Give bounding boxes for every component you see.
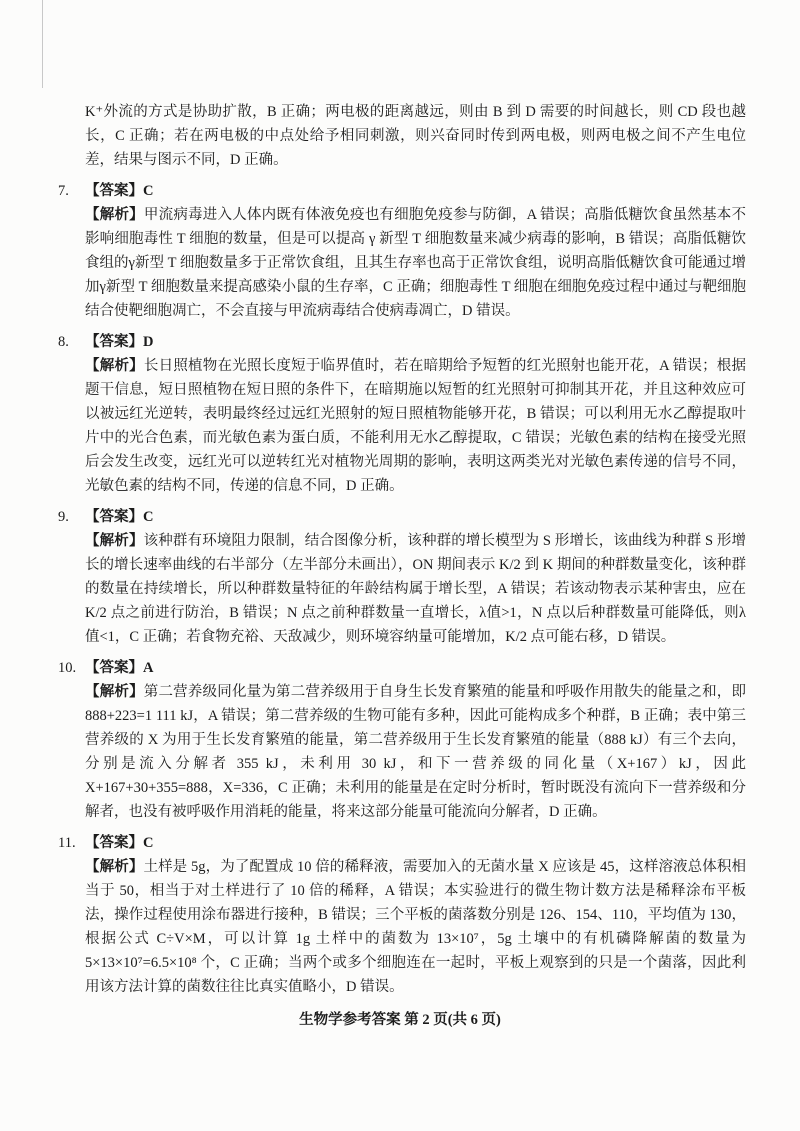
item-head <box>58 831 746 855</box>
answer-value: D <box>143 334 154 350</box>
analysis-label: 【解析】 <box>85 859 144 875</box>
item-head <box>58 330 746 354</box>
analysis-text: 第二营养级同化量为第二营养级用于自身生长发育繁殖的能量和呼吸作用散失的能量之和，即888+223=1 111 kJ，A 错误；第二营养级的生物可能有多种，因此可能构成多个种群，B 正确；表中第三营养级的 X 为用于生长发育繁殖的能量，第二营养级用于生长发育繁殖的能量（888 kJ）有三个去向，分别是流入分解者 355 kJ，未利用 30 kJ，和下一营养级的同化量（X+167）kJ，因此 X+167+30+355=888，X=336，C 正确；未利用的能量是在定时分析时，暂时既没有流向下一营养级和分解者，也没有被呼吸作用消耗的能量，将来这部分能量可能流向分解者，D 正确。 <box>85 684 747 820</box>
item-head <box>58 179 746 203</box>
item-number: 11. <box>58 835 76 851</box>
answer-value: C <box>143 509 154 525</box>
answer-value: C <box>143 835 154 851</box>
answer-label: 【答案】 <box>85 509 143 525</box>
answer-label: 【答案】 <box>85 334 143 350</box>
analysis-label: 【解析】 <box>85 358 144 374</box>
item-number: 10. <box>58 660 77 676</box>
answer-item-9 <box>58 505 746 649</box>
analysis-label: 【解析】 <box>85 207 144 223</box>
answer-item-11 <box>58 831 746 999</box>
analysis-text: 长日照植物在光照长度短于临界值时，若在暗期给予短暂的红光照射也能开花，A 错误；根据题干信息，短日照植物在短日照的条件下，在暗期施以短暂的红光照射可抑制其开花，并且这种效应可以被远红光逆转，表明最终经过远红光照射的短日照植物能够开花，B 错误；可以利用无水乙醇提取叶片中的光合色素，而光敏色素为蛋白质，不能利用无水乙醇提取，C 错误；光敏色素的结构在接受光照后会发生改变，远红光可以逆转红光对植物光周期的影响，表明这两类光对光敏色素传递的信号不同，光敏色素的结构不同，传递的信息不同，D 正确。 <box>85 358 747 494</box>
item-number: 8. <box>58 334 69 350</box>
intro-paragraph: K⁺外流的方式是协助扩散，B 正确；两电极的距离越远，则由 B 到 D 需要的时间越长，则 CD 段也越长，C 正确；若在两电极的中点处给予相同刺激，则兴奋同时传到两电极，则两电极之间不产生电位差，结果与图示不同，D 正确。 <box>85 104 746 168</box>
analysis-text: 该种群有环境阻力限制，结合图像分析，该种群的增长模型为 S 形增长，该曲线为种群 S 形增长的增长速率曲线的右半部分（左半部分未画出），ON 期间表示 K/2 到 K 期间的种群数量变化，该种群的数量在持续增长，所以种群数量特征的年龄结构属于增长型，A 错误；若该动物表示某种害虫，应在 K/2 点之前进行防治，B 错误；N 点之前种群数量一直增长，λ值>1，N 点以后种群数量可能降低，则λ值<1，C 正确；若食物充裕、天敌减少，则环境容纳量可能增加，K/2 点可能右移，D 错误。 <box>85 533 747 645</box>
item-number: 7. <box>58 183 69 199</box>
answer-item-10 <box>58 656 746 824</box>
answer-item-7 <box>58 179 746 323</box>
analysis-label: 【解析】 <box>85 684 144 700</box>
scan-edge-line <box>42 0 43 88</box>
item-head <box>58 505 746 529</box>
analysis-paragraph <box>85 203 746 323</box>
analysis-paragraph <box>85 354 746 498</box>
answer-value: A <box>143 660 154 676</box>
answer-value: C <box>143 183 154 199</box>
analysis-paragraph <box>85 680 746 824</box>
answer-key-content <box>58 100 746 999</box>
analysis-text: 土样是 5g，为了配置成 10 倍的稀释液，需要加入的无菌水量 X 应该是 45，这样溶液总体积相当于 50，相当于对土样进行了 10 倍的稀释，A 错误；本实验进行的微生物计数方法是稀释涂布平板法，操作过程使用涂布器进行接种，B 错误；三个平板的菌落数分别是 126、154、110，平均值为 130，根据公式 C÷V×M，可以计算 1g 土样中的菌数为 13×10⁷，5g 土壤中的有机磷降解菌的数量为 5×13×10⁷=6.5×10⁸ 个，C 正确；当两个或多个细胞连在一起时，平板上观察到的只是一个菌落，因此利用该方法计算的菌数往往比真实值略小，D 错误。 <box>85 859 747 995</box>
answer-label: 【答案】 <box>85 660 143 676</box>
analysis-paragraph <box>85 529 746 649</box>
analysis-paragraph <box>85 855 746 999</box>
analysis-label: 【解析】 <box>85 533 144 549</box>
answer-label: 【答案】 <box>85 183 143 199</box>
item-head <box>58 656 746 680</box>
page-footer: 生物学参考答案 第 2 页(共 6 页) <box>299 1012 501 1028</box>
answer-item-8 <box>58 330 746 498</box>
answer-label: 【答案】 <box>85 835 143 851</box>
analysis-text: 甲流病毒进入人体内既有体液免疫也有细胞免疫参与防御，A 错误；高脂低糖饮食虽然基本不影响细胞毒性 T 细胞的数量，但是可以提高 γ 新型 T 细胞数量来减少病毒的影响，B 错误；高脂低糖饮食组的γ新型 T 细胞数量多于正常饮食组，且其生存率也高于正常饮食组，说明高脂低糖饮食可能通过增加γ新型 T 细胞数量来提高感染小鼠的生存率，C 正确；细胞毒性 T 细胞在细胞免疫过程中通过与靶细胞结合使靶细胞凋亡，不会直接与甲流病毒结合使病毒凋亡，D 错误。 <box>85 207 747 319</box>
item-number: 9. <box>58 509 69 525</box>
